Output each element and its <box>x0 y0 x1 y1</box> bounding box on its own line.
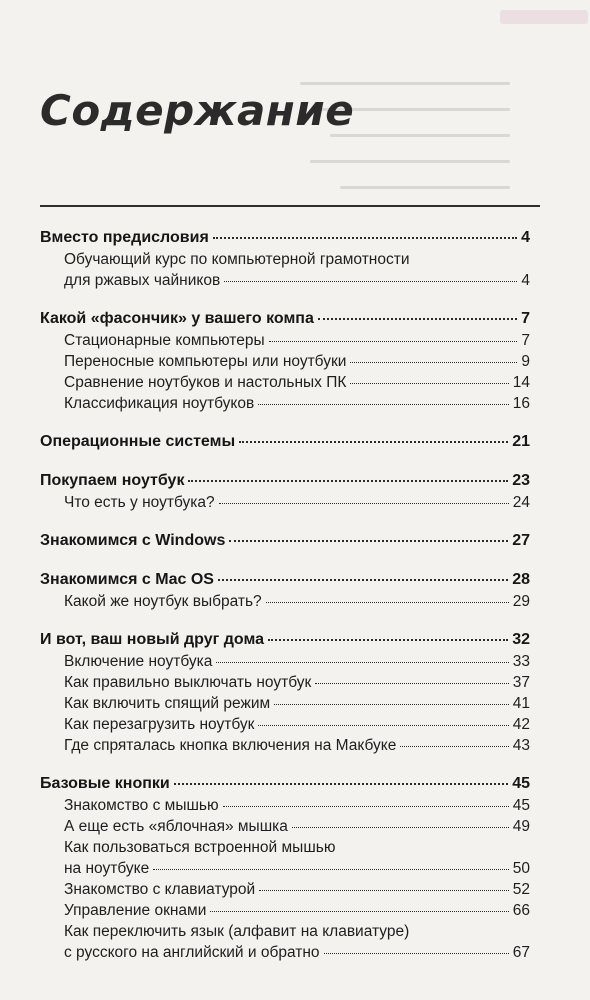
subsection-title: Какой же ноутбук выбрать? <box>64 593 262 610</box>
chapter-page-number: 27 <box>512 532 530 549</box>
subsection-title: Сравнение ноутбуков и настольных ПК <box>64 374 347 391</box>
subsection-page-number: 7 <box>521 332 530 349</box>
subsection-title: на ноутбуке <box>64 860 150 877</box>
toc-section <box>40 307 530 414</box>
dot-leader <box>315 682 508 684</box>
toc-subsection-entry[interactable] <box>40 330 530 351</box>
chapter-title: Операционные системы <box>40 433 236 450</box>
dot-leader <box>324 952 509 954</box>
dot-leader <box>224 280 517 282</box>
subsection-title: Стационарные компьютеры <box>64 332 265 349</box>
dot-leader <box>216 661 508 663</box>
toc-section <box>40 469 530 513</box>
toc-section <box>40 568 530 612</box>
toc-chapter-entry[interactable] <box>40 628 530 651</box>
chapter-page-number: 32 <box>512 631 530 648</box>
subsection-title: Как перезагрузить ноутбук <box>64 716 255 733</box>
toc-subsection-entry[interactable] <box>40 270 530 291</box>
dot-leader <box>318 317 517 320</box>
toc-subsection-entry[interactable] <box>40 921 530 942</box>
subsection-page-number: 67 <box>512 944 530 961</box>
chapter-title: Какой «фасончик» у вашего компа <box>40 310 314 327</box>
chapter-page-number: 4 <box>521 229 530 246</box>
dot-leader <box>239 440 508 443</box>
toc-chapter-entry[interactable] <box>40 772 530 795</box>
subsection-page-number: 43 <box>512 737 530 754</box>
chapter-title: Знакомимся с Windows <box>40 532 226 549</box>
subsection-title: Классификация ноутбуков <box>64 395 255 412</box>
subsection-page-number: 45 <box>512 797 530 814</box>
subsection-title: Знакомство с мышью <box>64 797 219 814</box>
subsection-page-number: 33 <box>512 653 530 670</box>
dot-leader <box>210 910 508 912</box>
subsection-title: Знакомство с клавиатурой <box>64 881 256 898</box>
bleed-through-line <box>330 134 510 137</box>
dot-leader <box>350 382 508 384</box>
dot-leader <box>219 502 509 504</box>
chapter-title: Базовые кнопки <box>40 775 170 792</box>
subsection-page-number: 66 <box>512 902 530 919</box>
toc-section <box>40 226 530 291</box>
toc-subsection-entry[interactable] <box>40 249 530 270</box>
subsection-page-number: 14 <box>512 374 530 391</box>
bleed-through-line <box>340 186 510 189</box>
subsection-page-number: 29 <box>512 593 530 610</box>
toc-subsection-entry[interactable] <box>40 816 530 837</box>
toc-subsection-entry[interactable] <box>40 795 530 816</box>
dot-leader <box>223 805 509 807</box>
subsection-title: Как правильно выключать ноутбук <box>64 674 312 691</box>
chapter-page-number: 28 <box>512 571 530 588</box>
toc-subsection-entry[interactable] <box>40 879 530 900</box>
bleed-through-line <box>300 82 510 85</box>
subsection-page-number: 37 <box>512 674 530 691</box>
dot-leader <box>218 578 508 581</box>
toc-chapter-entry[interactable] <box>40 307 530 330</box>
dot-leader <box>259 889 509 891</box>
dot-leader <box>174 782 508 785</box>
toc-chapter-entry[interactable] <box>40 529 530 552</box>
subsection-title: Что есть у ноутбука? <box>64 494 215 511</box>
bleed-through-mark <box>500 10 588 24</box>
toc-chapter-entry[interactable] <box>40 568 530 591</box>
dot-leader <box>258 724 508 726</box>
dot-leader <box>266 601 509 603</box>
chapter-title: Покупаем ноутбук <box>40 472 185 489</box>
toc-subsection-entry[interactable] <box>40 372 530 393</box>
subsection-page-number: 49 <box>512 818 530 835</box>
toc-subsection-entry[interactable] <box>40 393 530 414</box>
subsection-title: Где спряталась кнопка включения на Макбуке <box>64 737 397 754</box>
subsection-title: Управление окнами <box>64 902 207 919</box>
toc-subsection-entry[interactable] <box>40 942 530 963</box>
toc-chapter-entry[interactable] <box>40 226 530 249</box>
subsection-title: для ржавых чайников <box>64 272 221 289</box>
subsection-page-number: 52 <box>512 881 530 898</box>
title-divider <box>40 205 540 207</box>
subsection-title: Как пользоваться встроенной мышью <box>64 839 336 856</box>
chapter-title: Вместо предисловия <box>40 229 209 246</box>
dot-leader <box>292 826 509 828</box>
toc-subsection-entry[interactable] <box>40 837 530 858</box>
chapter-page-number: 7 <box>521 310 530 327</box>
toc-section <box>40 529 530 552</box>
subsection-page-number: 4 <box>521 272 530 289</box>
toc-subsection-entry[interactable] <box>40 651 530 672</box>
toc-subsection-entry[interactable] <box>40 714 530 735</box>
bleed-through-line <box>310 160 510 163</box>
subsection-page-number: 24 <box>512 494 530 511</box>
toc-subsection-entry[interactable] <box>40 351 530 372</box>
dot-leader <box>229 539 508 542</box>
subsection-page-number: 16 <box>512 395 530 412</box>
dot-leader <box>268 638 508 641</box>
subsection-title: Включение ноутбука <box>64 653 213 670</box>
dot-leader <box>350 361 517 363</box>
dot-leader <box>400 745 508 747</box>
chapter-page-number: 45 <box>512 775 530 792</box>
toc-subsection-entry[interactable] <box>40 900 530 921</box>
dot-leader <box>269 340 518 342</box>
dot-leader <box>274 703 509 705</box>
subsection-page-number: 41 <box>512 695 530 712</box>
toc-subsection-entry[interactable] <box>40 672 530 693</box>
toc-subsection-entry[interactable] <box>40 693 530 714</box>
toc-chapter-entry[interactable] <box>40 469 530 492</box>
subsection-page-number: 9 <box>521 353 530 370</box>
toc-subsection-entry[interactable] <box>40 858 530 879</box>
page-title: Содержание <box>40 86 355 136</box>
subsection-title: Как включить спящий режим <box>64 695 271 712</box>
table-of-contents <box>40 226 530 979</box>
toc-subsection-entry[interactable] <box>40 735 530 756</box>
chapter-page-number: 21 <box>512 433 530 450</box>
chapter-title: Знакомимся с Mac OS <box>40 571 214 588</box>
dot-leader <box>188 479 508 482</box>
dot-leader <box>258 403 509 405</box>
subsection-title: Как переключить язык (алфавит на клавиатуре) <box>64 923 410 940</box>
subsection-page-number: 50 <box>512 860 530 877</box>
toc-section <box>40 628 530 756</box>
subsection-title: А еще есть «яблочная» мышка <box>64 818 288 835</box>
subsection-title: Переносные компьютеры или ноутбуки <box>64 353 347 370</box>
subsection-page-number: 42 <box>512 716 530 733</box>
subsection-title: с русского на английский и обратно <box>64 944 320 961</box>
toc-subsection-entry[interactable] <box>40 591 530 612</box>
chapter-title: И вот, ваш новый друг дома <box>40 631 264 648</box>
dot-leader <box>213 236 517 239</box>
toc-chapter-entry[interactable] <box>40 430 530 453</box>
toc-subsection-entry[interactable] <box>40 492 530 513</box>
chapter-page-number: 23 <box>512 472 530 489</box>
toc-section <box>40 772 530 963</box>
dot-leader <box>153 868 509 870</box>
toc-section <box>40 430 530 453</box>
subsection-title: Обучающий курс по компьютерной грамотности <box>64 251 410 268</box>
